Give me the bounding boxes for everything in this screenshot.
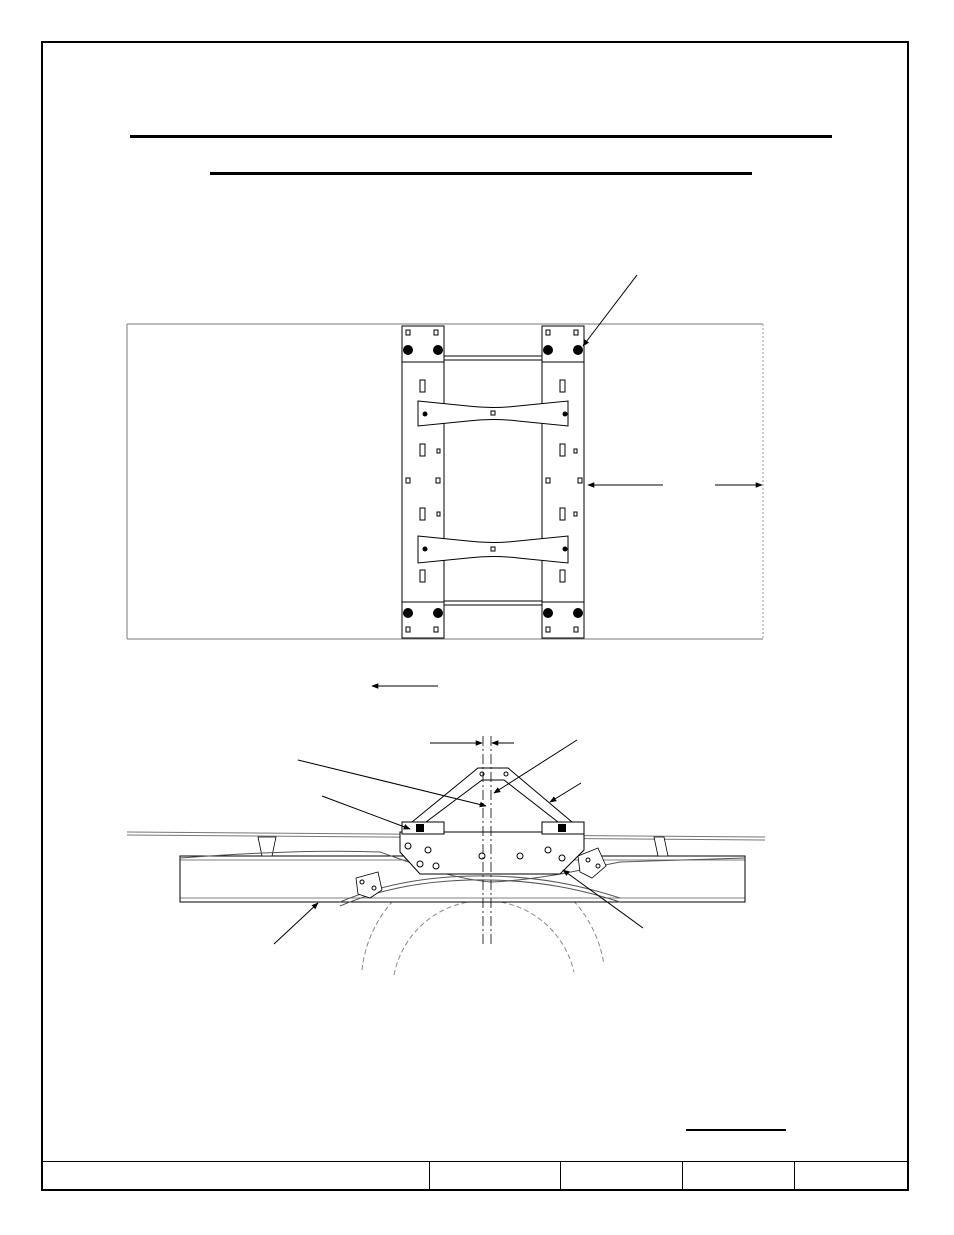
title-block-cell <box>795 1162 907 1190</box>
side-view <box>127 736 765 975</box>
bolt-icon <box>543 608 553 618</box>
centerline-callout-leader <box>298 760 486 806</box>
front-cross-tube <box>444 356 542 360</box>
frame-callout-leader <box>274 903 318 944</box>
gooseneck-hitch <box>412 768 572 822</box>
title-block <box>43 1161 907 1190</box>
rail-callout-leader <box>322 796 410 829</box>
bolt-icon <box>543 345 553 355</box>
bolt-icon <box>403 608 413 618</box>
bolt-callout-leader <box>583 275 637 346</box>
title-block-cell <box>430 1162 561 1190</box>
bolt-icon <box>573 345 583 355</box>
hitch-callout-leader <box>550 783 581 802</box>
title-block-cell <box>683 1162 795 1190</box>
front-cross-member <box>418 401 568 426</box>
top-view <box>127 275 763 686</box>
title-block-cell <box>43 1162 430 1190</box>
bolt-icon <box>403 345 413 355</box>
left-rail <box>402 326 444 638</box>
wheel-outline <box>394 901 574 975</box>
bolt-icon <box>433 608 443 618</box>
bolt-icon <box>573 608 583 618</box>
rear-cross-tube <box>444 601 542 605</box>
title-block-cell <box>561 1162 683 1190</box>
rear-cross-member <box>418 536 568 563</box>
ball-callout-leader <box>494 740 577 793</box>
bolt-icon <box>433 345 443 355</box>
right-rail <box>542 326 584 638</box>
